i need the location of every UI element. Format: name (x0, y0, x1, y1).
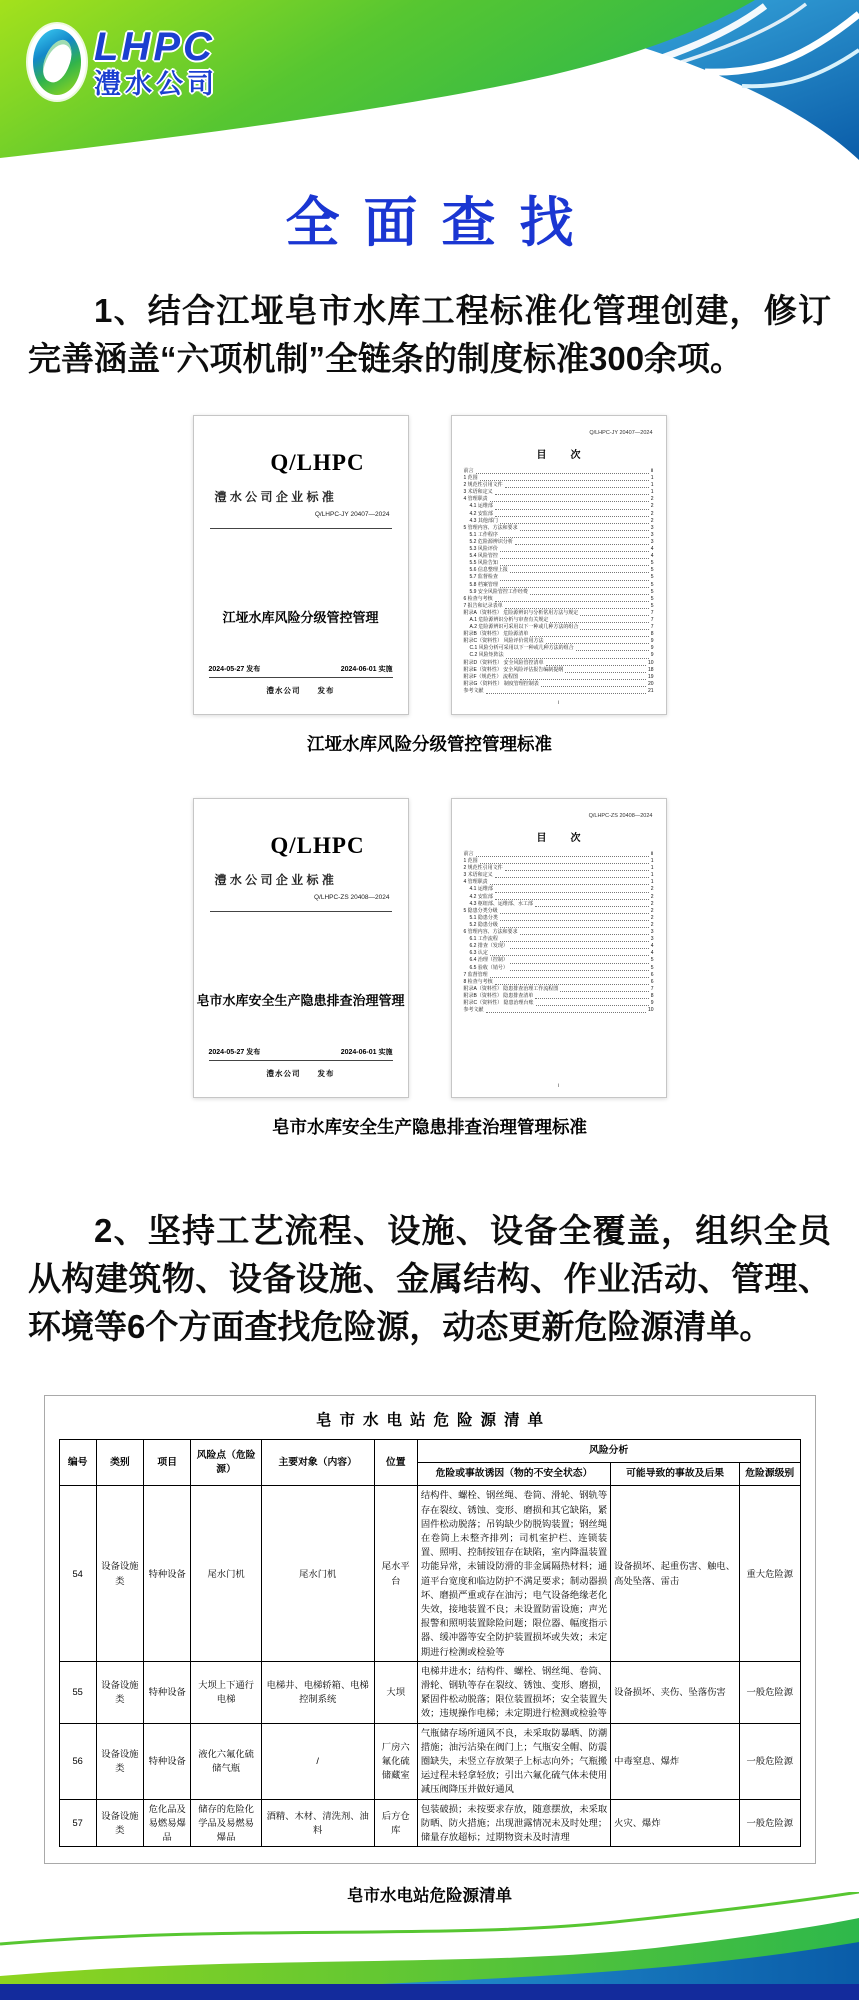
document-pair-2 (0, 798, 859, 1098)
table-cell: 设备设施类 (96, 1486, 143, 1661)
toc-entry: 附录C（资料性） 风险评价常用方法 9 (463, 638, 654, 645)
toc-entry: 4.2 安监部 2 (469, 510, 654, 517)
table-cell: 设备设施类 (96, 1723, 143, 1799)
toc-entry: 附录C（资料性） 隐患治理台账 9 (463, 999, 654, 1006)
page-title: 全面查找 (285, 193, 598, 253)
standard-number: Q/LHPC-JY 20407—2024 (314, 511, 390, 518)
cover-footer (194, 664, 408, 696)
toc-title: 目 次 (536, 833, 588, 844)
toc-entry: 7 监督管理 6 (463, 971, 654, 978)
table-cell: 大坝上下通行电梯 (191, 1661, 261, 1723)
toc-entry: 前言 Ⅱ (463, 851, 654, 857)
table-cell: 特种设备 (144, 1486, 191, 1661)
table-cell: 气瓶储存场所通风不良，未采取防暴晒、防潮措施；油污沾染在阀门上；气瓶安全帽、防震圈缺失，未竖立存放架子上标志向外；气瓶搬运过程未轻拿轻放；引出六氟化硫气体未使用减压阀降压并做好通风 (417, 1723, 610, 1799)
table-cell: 尾水门机 (261, 1486, 374, 1661)
toc-entry: 5.2 隐患分级 2 (469, 921, 654, 928)
issue-date: 2024-05-27 发布 (208, 1049, 261, 1056)
col-header-no: 编号 (59, 1440, 96, 1486)
toc-entry: C.2 风险矩阵法 9 (469, 652, 654, 659)
toc-entry: 附录B（资料性） 隐患排查清单 8 (463, 992, 654, 999)
table-cell: 液化六氟化硫储气瓶 (191, 1723, 261, 1799)
table-cell: 一般危险源 (740, 1723, 801, 1799)
paragraph-2: 2、坚持工艺流程、设施、设备全覆盖，组织全员从构建筑物、设备设施、金属结构、作业活动、管理、环境等6个方面查找危险源，动态更新危险源清单。 (28, 1212, 831, 1345)
table-cell: 54 (59, 1486, 96, 1661)
footer-wave-graphic (0, 1892, 859, 2000)
logo-company-name: 澧水公司 (94, 68, 218, 99)
toc-entry: 前言 Ⅱ (463, 468, 654, 474)
toc-entry: 3 术语和定义 1 (463, 489, 654, 496)
toc-entry: 6 管理内容、方法和要求 3 (463, 929, 654, 936)
table-cell: 大坝 (374, 1661, 417, 1723)
table-row (59, 1661, 800, 1723)
cover-dates (209, 664, 393, 678)
cover-divider (210, 911, 392, 912)
lhpc-logo-text (94, 24, 218, 99)
toc-entry: 4.3 其他部门 2 (469, 517, 654, 524)
toc-entry: 4.1 运维部 2 (469, 886, 654, 893)
toc-entry: 5.1 隐患分类 2 (469, 914, 654, 921)
table-cell: 重大危险源 (740, 1486, 801, 1661)
enterprise-standard-line: 澧 水 公 司 企 业 标 准 (214, 490, 334, 504)
toc-entry: 附录D（资料性） 安全风险管控清单 10 (463, 659, 654, 666)
table-cell: 设备设施类 (96, 1661, 143, 1723)
toc-entry: 附录E（资料性） 安全风险评估报告编制提纲 18 (463, 666, 654, 673)
paragraph-1: 1、结合江垭皂市水库工程标准化管理创建，修订完善涵盖“六项机制”全链条的制度标准300余项。 (28, 292, 831, 377)
toc-entry: 4 管理职责 2 (463, 496, 654, 503)
publisher: 澧水公司 发布 (266, 686, 335, 695)
toc-entry: 5.2 危险源辨识分析 3 (469, 538, 654, 545)
toc-entries (452, 851, 666, 1014)
toc-entry: A.2 危险源辨识可采用以下一种或几种方法的组合 7 (469, 624, 654, 631)
toc-entry: 2 规范性引用文件 1 (463, 482, 654, 489)
standard-title: 江垭水库风险分级管控管理 (222, 610, 379, 625)
lhpc-logo (28, 24, 218, 100)
toc-entry: 4 管理职责 1 (463, 879, 654, 886)
toc-entry: 5.4 风险管控 4 (469, 553, 654, 560)
implementation-date: 2024-06-01 实施 (340, 1049, 393, 1056)
issue-date: 2024-05-27 发布 (208, 666, 261, 673)
table-cell: 设备损坏、夹伤、坠落伤害 (611, 1661, 740, 1723)
table-caption: 皂市水电站危险源清单 (347, 1887, 512, 1906)
header-banner (0, 0, 859, 172)
table-cell: 厂房六氟化硫储藏室 (374, 1723, 417, 1799)
col-header-cause: 危险或事故诱因（物的不安全状态） (417, 1463, 610, 1486)
toc-entry: 参考文献 21 (463, 687, 654, 694)
toc-entry: 4.1 运维部 2 (469, 503, 654, 510)
toc-entry: 4.3 枢纽部、运维部、水工部 2 (469, 900, 654, 907)
toc-standard-number: Q/LHPC-JY 20407—2024 (589, 430, 653, 436)
toc-entry: 1 范围 1 (463, 475, 654, 482)
standard-mark: Q/LHPC (270, 833, 365, 858)
standard-title: 皂市水库安全生产隐患排查治理管理 (196, 993, 405, 1008)
toc-entry: 附录B（资料性） 危险源清单 8 (463, 631, 654, 638)
table-row (59, 1799, 800, 1847)
cover-footer (194, 1047, 408, 1079)
table-cell: 储存的危险化学品及易燃易爆品 (191, 1799, 261, 1847)
toc-entry: 1 范围 1 (463, 858, 654, 865)
table-cell: 设备损坏、起重伤害、触电、高处坠落、雷击 (611, 1486, 740, 1661)
table-cell: / (261, 1723, 374, 1799)
table-row (59, 1486, 800, 1661)
table-cell: 结构件、螺栓、钢丝绳、卷筒、滑轮、钢轨等存在裂纹、锈蚀、变形、磨损和其它缺陷，紧固件松动脱落；吊钩缺少防脱钩装置；钢丝绳在卷筒上未整齐排列；司机室护栏、连锁装置、照明、控制按钮存在缺陷，室内降温装置功能异常，未铺设防滑的非金属隔热材料；通道平台宽度和临边防护不满足要求；制动器损坏、磨损严重或存在油污；电气设备绝缘老化失效，接地装置不良；未设置防雷设施；声光报警和照明装置除险问题；限位器、幅度指示器、缓冲器等安全防护装置损坏或失效；未定期进行检测或检验等 (417, 1486, 610, 1661)
toc-entry: 2 规范性引用文件 1 (463, 865, 654, 872)
toc-entry: 附录A（资料性） 隐患排查治理工作流程图 7 (463, 985, 654, 992)
table-cell: 危化品及易燃易爆品 (144, 1799, 191, 1847)
table-row (59, 1723, 800, 1799)
table-cell: 设备设施类 (96, 1799, 143, 1847)
toc-title: 目 次 (536, 450, 588, 461)
table-cell: 特种设备 (144, 1723, 191, 1799)
hazard-table-panel (44, 1395, 816, 1864)
toc-entry: 参考文献 10 (463, 1007, 654, 1014)
enterprise-standard-line: 澧 水 公 司 企 业 标 准 (214, 873, 334, 887)
col-header-category: 类别 (96, 1440, 143, 1486)
toc-page-number: Ⅰ (557, 1083, 560, 1089)
toc-entry: 5.6 信息整理上报 5 (469, 567, 654, 574)
toc-entry: C.1 风险分析可采用以下一种或几种方法的组合 9 (469, 645, 654, 652)
standard-cover-page-1 (193, 415, 409, 715)
col-header-object: 主要对象（内容） (261, 1440, 374, 1486)
table-cell: 包装破损；未按要求存放，随意摆放，未采取防晒、防火措施；出现泄露情况未及时处理；储量存放超标；过期物资未及时清理 (417, 1799, 610, 1847)
table-cell: 一般危险源 (740, 1661, 801, 1723)
toc-entry: 附录A（资料性） 危险源辨识与分析常用方法与规定 7 (463, 609, 654, 616)
table-cell: 尾水门机 (191, 1486, 261, 1661)
standard-toc-page-1 (451, 415, 667, 715)
table-cell: 火灾、爆炸 (611, 1799, 740, 1847)
toc-entry: 5 隐患分类分级 2 (463, 907, 654, 914)
toc-entry: 4.2 安监部 2 (469, 893, 654, 900)
col-header-location: 位置 (374, 1440, 417, 1486)
table-cell: 56 (59, 1723, 96, 1799)
logo-abbr: LHPC (94, 24, 215, 69)
toc-entry: 5 管理内容、方法和要求 3 (463, 524, 654, 531)
lhpc-logo-icon (28, 24, 86, 100)
toc-entry: 3 术语和定义 1 (463, 872, 654, 879)
toc-entry: 6.1 工作流程 3 (469, 936, 654, 943)
col-header-point: 风险点（危险源） (191, 1440, 261, 1486)
table-cell: 尾水平台 (374, 1486, 417, 1661)
table-cell: 后方仓库 (374, 1799, 417, 1847)
toc-entry: 附录G（资料性） 制度管理控制表 20 (463, 680, 654, 687)
table-cell: 55 (59, 1661, 96, 1723)
table-cell: 电梯井进水；结构件、螺栓、钢丝绳、卷筒、滑轮、钢轨等存在裂纹、锈蚀、变形、磨损，紧固件松动脱落；限位装置损坏；安全装置失效；违规操作电梯；未定期进行检测或检验等 (417, 1661, 610, 1723)
toc-entry: 5.7 监督检查 5 (469, 574, 654, 581)
toc-entry: 6 检查与考核 5 (463, 595, 654, 602)
toc-entry: 6.5 验收（销号） 5 (469, 964, 654, 971)
document-caption-2: 皂市水库安全生产隐患排查治理管理标准 (272, 1117, 587, 1137)
standard-cover-page-2 (193, 798, 409, 1098)
col-header-consequence: 可能导致的事故及后果 (611, 1463, 740, 1486)
toc-entry: 5.3 风险评价 4 (469, 546, 654, 553)
hazard-table (59, 1439, 801, 1847)
toc-standard-number: Q/LHPC-ZS 20408—2024 (588, 813, 653, 819)
toc-entry: 7 报告和记录表单 5 (463, 602, 654, 609)
toc-entry: 5.9 安全风险管控工作经费 5 (469, 588, 654, 595)
hazard-table-body (59, 1486, 800, 1847)
document-caption-1: 江垭水库风险分级管控管理标准 (307, 734, 552, 754)
table-cell: 中毒窒息、爆炸 (611, 1723, 740, 1799)
toc-entry: 附录F（规范性） 流程图 19 (463, 673, 654, 680)
col-header-item: 项目 (144, 1440, 191, 1486)
table-title: 皂市水电站危险源清单 (315, 1412, 551, 1429)
toc-entry: 6.3 认定 4 (469, 950, 654, 957)
table-cell: 特种设备 (144, 1661, 191, 1723)
table-cell: 一般危险源 (740, 1799, 801, 1847)
publisher: 澧水公司 发布 (266, 1069, 335, 1078)
footer-banner (0, 1892, 859, 2000)
toc-entry: 5.5 风险告知 5 (469, 560, 654, 567)
standard-mark: Q/LHPC (270, 450, 365, 475)
document-pair-1 (0, 415, 859, 715)
cover-divider (210, 528, 392, 529)
table-cell: 57 (59, 1799, 96, 1847)
toc-entry: 8 检查与考核 6 (463, 978, 654, 985)
standard-toc-page-2 (451, 798, 667, 1098)
toc-entry: 6.2 排查（发现） 4 (469, 943, 654, 950)
col-header-level: 危险源级别 (740, 1463, 801, 1486)
toc-entry: 5.8 档案管理 5 (469, 581, 654, 588)
standard-number: Q/LHPC-ZS 20408—2024 (313, 894, 390, 901)
toc-page-number: Ⅰ (557, 700, 560, 706)
table-cell: 酒精、木材、清洗剂、油料 (261, 1799, 374, 1847)
toc-entry: A.1 危险源辨识分析与审查有关规定 7 (469, 616, 654, 623)
table-cell: 电梯井、电梯轿箱、电梯控制系统 (261, 1661, 374, 1723)
implementation-date: 2024-06-01 实施 (340, 666, 393, 673)
cover-dates (209, 1047, 393, 1061)
toc-entries (452, 468, 666, 695)
toc-entry: 6.4 治理（控制） 5 (469, 957, 654, 964)
col-header-analysis: 风险分析 (417, 1440, 800, 1463)
toc-entry: 5.1 工作程序 3 (469, 531, 654, 538)
